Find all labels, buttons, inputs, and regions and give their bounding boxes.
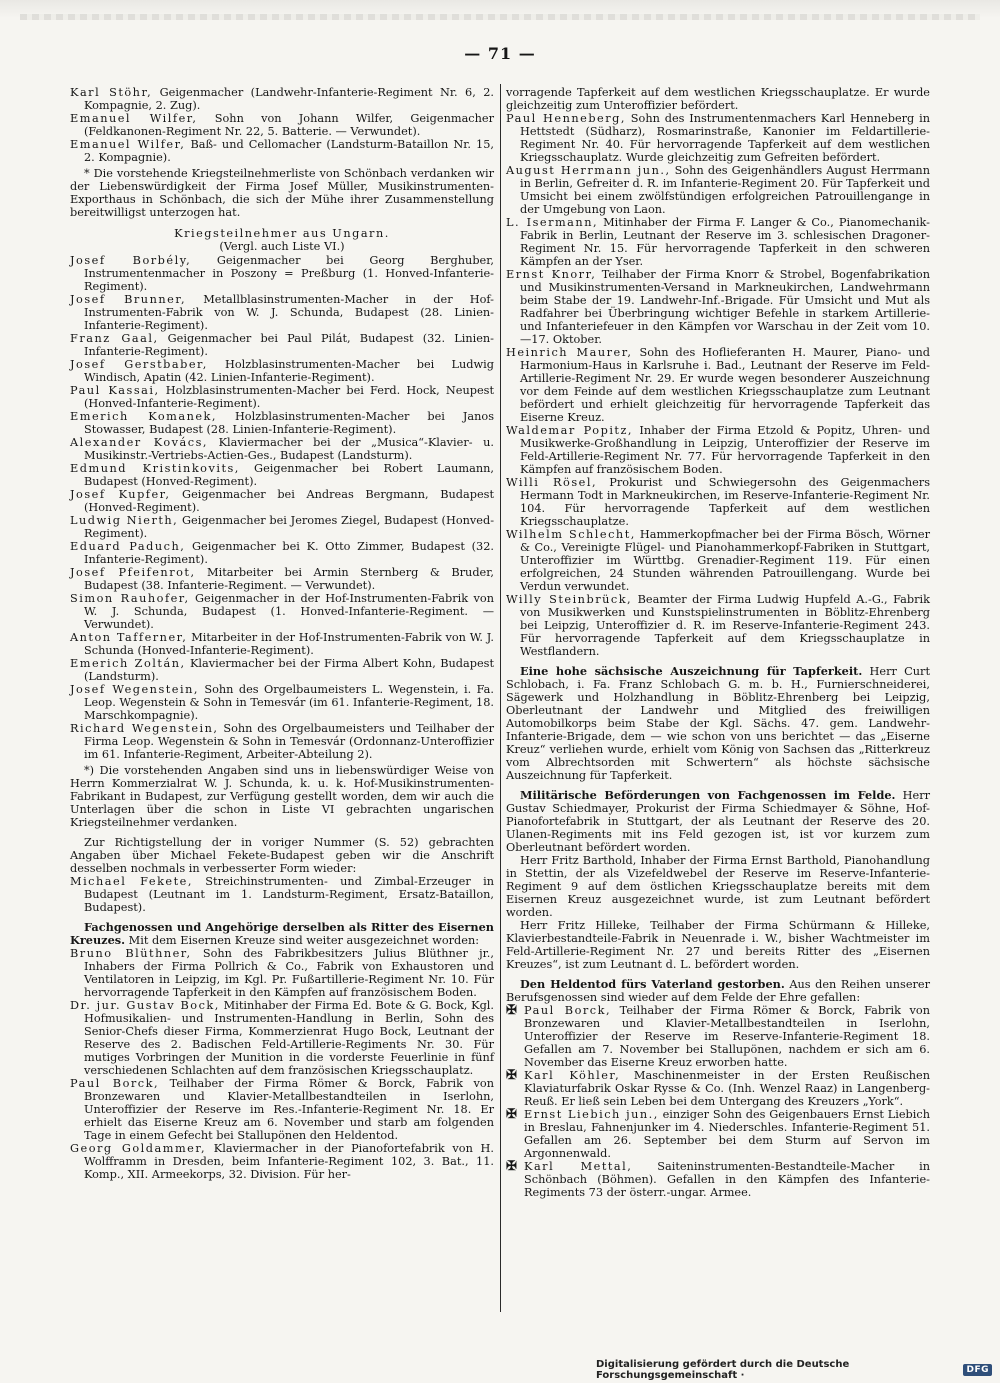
entry-text: Prokurist und Schwiegersohn des Geigenmachers Hermann Todt in Markneukirchen, im Reserve-Infanterie-Regiment Nr. 104. Für hervorragende Tapferkeit auf dem westlichen Kriegsschauplatze. xyxy=(520,476,931,528)
list-entry xyxy=(70,488,494,514)
obituary-entry xyxy=(506,1160,930,1199)
entry-name: Ernst Knorr, xyxy=(506,268,597,281)
article-text: Herr Fritz Hilleke, Teilhaber der Firma Schürmann & Hilleke, Klavierbestandteile-Fabrik in Neuenrade i. W., bisher Wachtmeister im Feld-Artillerie-Regiment Nr. 27 und bereits Ritter des „Eisernen Kreuzes“, ist zum Leutnant d. L. befördert worden. xyxy=(506,919,930,971)
entry-text: Sohn des Geigenhändlers August Herrmann in Berlin, Gefreiter d. R. im Infanterie-Regiment 20. Für Tapferkeit und Umsicht bei einem zwölfstündigen erfolgreichen Patrouillengange in der Umgebung von Laon. xyxy=(520,164,930,216)
right-column xyxy=(506,86,930,1199)
iron-cross-icon: ✠ xyxy=(506,1003,517,1018)
list-entry xyxy=(70,462,494,488)
list-entry xyxy=(70,683,494,722)
list-entry xyxy=(70,86,494,112)
entry-text: Holzblasinstrumenten-Macher bei Janos Stowasser, Budapest (28. Linien-Infanterie-Regiment). xyxy=(84,410,494,436)
obituary-entry xyxy=(506,1108,930,1160)
list-entry xyxy=(70,514,494,540)
entry-name: Paul Borck, xyxy=(70,1077,160,1090)
entry-name: Emanuel Wilfer, xyxy=(70,112,198,125)
entry-text: Klaviermacher in der Pianofortefabrik von H. Wolfframm in Dresden, beim Infanterie-Regiment 102, 3. Bat., 11. Komp., XII. Armeekorps, 32. Division. Für her- xyxy=(84,1142,494,1181)
entry-text: einziger Sohn des Geigenbauers Ernst Liebich in Breslau, Fahnenjunker im 4. Niederschles. Infanterie-Regiment 51. Gefallen am 26. September bei dem Sturm auf Servon im Argonnenwald. xyxy=(524,1108,930,1160)
footnote xyxy=(70,167,494,219)
article-text: Herr Gustav Schiedmayer, Prokurist der Firma Schiedmayer & Söhne, Hof-Pianofortefabrik in Stuttgart, der als Leutnant der Reserve des 20. Ulanen-Regiments mit ins Feld gezogen ist, ist vor kurzem zum Oberleutnant befördert worden. xyxy=(506,789,930,854)
entry-text: Geigenmacher bei Robert Laumann, Budapest (Honved-Regiment). xyxy=(84,462,494,488)
entry-text: Maschinenmeister in der Ersten Reußischen Klaviaturfabrik Oskar Rysse & Co. (Inh. Wenzel Raaz) in Langenberg-Reuß. Er ließ sein Leben bei dem Untergang des Kreuzers „York“. xyxy=(524,1069,930,1108)
iron-cross-icon: ✠ xyxy=(506,1107,517,1122)
entry-text: Geigenmacher bei Georg Berghuber, Instrumentenmacher in Poszony = Preßburg (1. Honved-Infanterie-Regiment). xyxy=(84,254,494,293)
entry-name: Josef Borbély, xyxy=(70,254,192,267)
entry-text: Geigenmacher in der Hof-Instrumenten-Fabrik von W. J. Schunda, Budapest (1. Honved-Infanterie-Regiment. — Verwundet). xyxy=(84,592,494,631)
article-paragraph xyxy=(506,919,930,971)
entry-text: Teilhaber der Firma Römer & Borck, Fabrik von Bronzewaren und Klavier-Metallbestandteilen in Iserlohn, Unteroffizier der Reserve im Reserve-Infanterie-Regiment 18. Gefallen am 7. November bei Stallupönen, nachdem er sich am 6. November das Eiserne Kreuz erworben hatte. xyxy=(524,1004,931,1069)
entry-name: Ernst Liebich jun., xyxy=(524,1108,659,1121)
entry-name: Dr. jur. Gustav Bock, xyxy=(70,999,220,1012)
entry-name: Waldemar Popitz, xyxy=(506,424,634,437)
correction-text: Zur Richtigstellung der in voriger Nummer (S. 52) gebrachten Angaben über Michael Fekete-Budapest geben wir die Anschrift desselben nochmals in verbesserter Form wieder: xyxy=(70,836,494,875)
list-entry xyxy=(70,722,494,761)
entry-text: Sohn des Hoflieferanten H. Maurer, Piano- und Harmonium-Haus in Karlsruhe i. Bad., Leutnant der Reserve im Feld-Artillerie-Regiment Nr. 29. Er wurde wegen besonderer Auszeichnung vor dem Feinde auf dem westlichen Kriegsschauplatze zum Leutnant befördert und erhielt gleichzeitig für hervorragende Tapferkeit das Eiserne Kreuz. xyxy=(520,346,930,424)
entry-text: Klaviermacher bei der „Musica“-Klavier- u. Musikinstr.-Vertriebs-Actien-Ges., Budapest (Landsturm). xyxy=(84,436,494,462)
list-entry xyxy=(70,947,494,999)
list-entry xyxy=(70,254,494,293)
entry-text: Klaviermacher bei der Firma Albert Kohn, Budapest (Landsturm). xyxy=(84,657,494,683)
continued-text xyxy=(506,86,930,112)
entry-text: Hammerkopfmacher bei der Firma Bösch, Wörner & Co., Vereinigte Flügel- und Pianohammerkopf-Fabriken in Stuttgart, Unteroffizier im Württbg. Grenadier-Regiment 119. Für einen erfolgreichen, 24 Stunden währenden Patrouillengang. Wurde bei Verdun verwundet. xyxy=(520,528,930,593)
entry-text: Geigenmacher bei Jeromes Ziegel, Budapest (Honved-Regiment). xyxy=(84,514,495,540)
entry-name: Anton Tafferner, xyxy=(70,631,188,644)
entry-name: Ludwig Nierth, xyxy=(70,514,179,527)
entry-text: Mitinhaber der Firma Ed. Bote & G. Bock, Kgl. Hofmusikalien- und Instrumenten-Handlung in Berlin, Sohn des Senior-Chefs dieser Firma, Kommerzienrat Hugo Bock, Leutnant der Reserve des 2. Badischen Feld-Artillerie-Regiments Nr. 30. Für mutiges Vorbringen der Munition in die vorderste Feuerlinie in fünf verschiedenen Schlachten auf dem französischen Kriegsschauplatz. xyxy=(84,999,495,1077)
list-entry xyxy=(70,138,494,164)
list-entry xyxy=(70,112,494,138)
list-entry xyxy=(70,631,494,657)
obituary-entry xyxy=(506,1004,930,1069)
footnote-text: *) Die vorstehenden Angaben sind uns in liebenswürdiger Weise von Herrn Kommerzialrat W. J. Schunda, k. u. k. Hof-Musikinstrumenten-Fabrikant in Budapest, zur Verfügung gestellt worden, dem wir auch die Unterlagen über die schon in Liste VI gebrachten ungarischen Kriegsteilnehmer verdanken. xyxy=(70,764,494,829)
list-entry xyxy=(70,332,494,358)
article-paragraph xyxy=(506,854,930,919)
scan-artifact xyxy=(20,14,980,20)
entry-text: Geigenmacher (Landwehr-Infanterie-Regiment Nr. 6, 2. Kompagnie, 2. Zug). xyxy=(84,86,494,112)
column-divider xyxy=(500,84,501,1312)
entry-text: Baß- und Cellomacher (Landsturm-Bataillon Nr. 15, 2. Kompagnie). xyxy=(84,138,494,164)
entry-name: Josef Brunner, xyxy=(70,293,187,306)
section-heading-text: Kriegsteilnehmer aus Ungarn. xyxy=(174,227,390,240)
entry-name: L. Isermann, xyxy=(506,216,599,229)
list-entry xyxy=(70,999,494,1077)
entry-name: Paul Henneberg, xyxy=(506,112,626,125)
list-entry xyxy=(70,875,494,914)
entry-name: Willy Steinbrück, xyxy=(506,593,633,606)
entry-name: Josef Wegenstein, xyxy=(70,683,199,696)
entry-text: Sohn des Fabrikbesitzers Julius Blüthner jr., Inhabers der Firma Pollrich & Co., Fabrik von Exhaustoren und Ventilatoren in Leipzig, im Kgl. Pr. Fußartillerie-Regiment Nr. 10. Für hervorragende Tapferkeit in den Kämpfen auf französischem Boden. xyxy=(84,947,494,999)
list-entry xyxy=(506,528,930,593)
footer-text: Digitalisierung gefördert durch die Deutsche Forschungsgemeinschaft · xyxy=(596,1358,850,1381)
list-entry xyxy=(506,346,930,424)
entry-text: Sohn von Johann Wilfer, Geigenmacher (Feldkanonen-Regiment Nr. 22, 5. Batterie. — Verwundet). xyxy=(84,112,494,138)
list-entry xyxy=(70,436,494,462)
iron-cross-icon: ✠ xyxy=(506,1068,517,1083)
list-entry xyxy=(70,540,494,566)
entry-name: Emanuel Wilfer, xyxy=(70,138,186,151)
entry-name: Eduard Paduch, xyxy=(70,540,186,553)
entry-name: Richard Wegenstein, xyxy=(70,722,219,735)
article-text: Herr Curt Schlobach, i. Fa. Franz Schlobach G. m. b. H., Furnierschneiderei, Sägewerk und Holzhandlung in Böblitz-Ehrenberg bei Leipzig, Oberleutnant der Landwehr und Mitglied des freiwilligen Automobilkorps beim Stabe der Kgl. Sächs. 47. gem. Landwehr-Infanterie-Brigade, dem — wie schon von uns berichtet — das „Eiserne Kreuz“ verliehen wurde, erhielt vom König von Sachsen das „Ritterkreuz vom Albrechtsorden mit Schwertern“ als höchste sächsische Auszeichnung für Tapferkeit. xyxy=(506,665,930,782)
article-paragraph xyxy=(506,789,930,854)
section-subheading-text: (Vergl. auch Liste VI.) xyxy=(219,240,345,253)
correction-note xyxy=(70,836,494,875)
entry-text: Teilhaber der Firma Knorr & Strobel, Bogenfabrikation und Musikinstrumenten-Versand in Markneukirchen, Landwehrmann beim Stabe der 19. Landwehr-Inf.-Brigade. Für Umsicht und Mut als Radfahrer bei Überbringung wichtiger Befehle in starkem Artillerie- und Infanteriefeuer in den Kämpfen vor Warschau in der Zeit vom 10.—17. Oktober. xyxy=(520,268,930,346)
entry-name: Wilhelm Schlecht, xyxy=(506,528,636,541)
list-entry xyxy=(506,593,930,658)
article-title: Fachgenossen und Angehörige derselben als Ritter des Eisernen Kreuzes. xyxy=(70,920,494,947)
entry-text: Geigenmacher bei K. Otto Zimmer, Budapest (32. Infanterie-Regiment). xyxy=(84,540,494,566)
footnote-text: * Die vorstehende Kriegsteilnehmerliste von Schönbach verdanken wir der Liebenswürdigkeit der Firma Josef Müller, Musikinstrumenten-Exporthaus in Schönbach, die sich der Mühe ihrer Zusammenstellung bereitwilligst unterzogen hat. xyxy=(70,167,494,219)
entry-text: Mitarbeiter bei Armin Sternberg & Bruder, Budapest (38. Infanterie-Regiment. — Verwundet). xyxy=(84,566,494,592)
list-entry xyxy=(506,164,930,216)
page-number: — 71 — xyxy=(464,44,536,63)
entry-name: Michael Fekete, xyxy=(70,875,193,888)
entry-name: Georg Goldammer, xyxy=(70,1142,207,1155)
article-title: Militärische Beförderungen von Fachgenossen im Felde. xyxy=(520,788,896,802)
entry-name: Paul Kassai, xyxy=(70,384,160,397)
article-text: Mit dem Eisernen Kreuze sind weiter ausgezeichnet worden: xyxy=(125,934,480,947)
entry-name: Emerich Komanek, xyxy=(70,410,217,423)
entry-name: Alexander Kovács, xyxy=(70,436,208,449)
entry-text: Teilhaber der Firma Römer & Borck, Fabrik von Bronzewaren und Klavier-Metallbestandteilen in Iserlohn, Unteroffizier der Reserve im Res.-Infanterie-Regiment Nr. 18. Er erhielt das Eiserne Kreuz am 6. November und starb am folgenden Tage in einem Gefecht bei Stallupönen den Heldentod. xyxy=(84,1077,495,1142)
list-entry xyxy=(506,112,930,164)
list-entry xyxy=(70,657,494,683)
dfg-logo: DFG xyxy=(963,1364,992,1376)
entry-text: Holzblasinstrumenten-Macher bei Ferd. Hock, Neupest (Honved-Infanterie-Regiment). xyxy=(84,384,494,410)
entry-name: Willi Rösel, xyxy=(506,476,598,489)
entry-text: Metallblasinstrumenten-Macher in der Hof-Instrumenten-Fabrik von W. J. Schunda, Budapest (28. Linien-Infanterie-Regiment). xyxy=(84,293,494,332)
footer-credit xyxy=(596,1358,992,1381)
continued-text-body: vorragende Tapferkeit auf dem westlichen Kriegsschauplatze. Er wurde gleichzeitig zum Unteroffizier befördert. xyxy=(506,86,930,112)
article-paragraph xyxy=(70,921,494,947)
list-entry xyxy=(506,424,930,476)
article-paragraph xyxy=(506,978,930,1004)
entry-text: Mitarbeiter in der Hof-Instrumenten-Fabrik von W. J. Schunda (Honved-Infanterie-Regiment). xyxy=(84,631,494,657)
entry-text: Inhaber der Firma Etzold & Popitz, Uhren- und Musikwerke-Großhandlung in Leipzig, Unteroffizier der Reserve im Feld-Artillerie-Regiment Nr. 77. Für hervorragende Tapferkeit in den Kämpfen auf französischem Boden. xyxy=(520,424,930,476)
entry-name: Josef Kupfer, xyxy=(70,488,171,501)
obituary-entry xyxy=(506,1069,930,1108)
iron-cross-icon: ✠ xyxy=(506,1159,517,1174)
entry-text: Geigenmacher bei Paul Pilát, Budapest (32. Linien-Infanterie-Regiment). xyxy=(84,332,494,358)
entry-name: Paul Borck, xyxy=(524,1004,612,1017)
entry-name: Franz Gaal, xyxy=(70,332,159,345)
entry-text: Beamter der Firma Ludwig Hupfeld A.-G., Fabrik von Musikwerken und Kunstspielinstrumenten in Böblitz-Ehrenberg bei Leipzig, Unteroffizier d. R. im Reserve-Infanterie-Regiment 243. Für hervorragende Tapferkeit auf dem Kriegsschauplatze in Westflandern. xyxy=(520,593,930,658)
entry-name: August Herrmann jun., xyxy=(506,164,671,177)
entry-name: Bruno Blüthner, xyxy=(70,947,192,960)
entry-text: Streichinstrumenten- und Zimbal-Erzeuger in Budapest (Leutnant im 1. Landsturm-Regiment, Ersatz-Bataillon, Budapest). xyxy=(84,875,494,914)
list-entry xyxy=(506,216,930,268)
article-paragraph xyxy=(506,665,930,782)
list-entry xyxy=(70,293,494,332)
left-column xyxy=(70,86,494,1181)
list-entry xyxy=(70,384,494,410)
section-subheading xyxy=(70,240,494,253)
list-entry xyxy=(70,410,494,436)
article-text: Aus den Reihen unserer Berufsgenossen sind wieder auf dem Felde der Ehre gefallen: xyxy=(506,978,930,1004)
footnote xyxy=(70,764,494,829)
entry-name: Karl Köhler, xyxy=(524,1069,621,1082)
entry-name: Edmund Kristinkovits, xyxy=(70,462,240,475)
entry-name: Emerich Zoltán, xyxy=(70,657,186,670)
list-entry xyxy=(70,566,494,592)
entry-name: Karl Stöhr, xyxy=(70,86,153,99)
entry-name: Josef Pfeifenrot, xyxy=(70,566,196,579)
entry-name: Karl Mettal, xyxy=(524,1160,633,1173)
article-text: Herr Fritz Barthold, Inhaber der Firma Ernst Barthold, Pianohandlung in Stettin, der als Vizefeldwebel der Reserve im Reserve-Infanterie-Regiment 9 auf dem östlichen Kriegsschauplatze bereits mit dem Eisernen Kreuz ausgezeichnet wurde, ist zum Leutnant befördert worden. xyxy=(506,854,930,919)
entry-text: Sohn des Orgelbaumeisters L. Wegenstein, i. Fa. Leop. Wegenstein & Sohn in Temesvár (im 61. Infanterie-Regiment, 18. Marschkompagnie). xyxy=(84,683,495,722)
entry-name: Josef Gerstbaber, xyxy=(70,358,208,371)
entry-name: Heinrich Maurer, xyxy=(506,346,633,359)
list-entry xyxy=(70,1142,494,1181)
entry-text: Mitinhaber der Firma F. Langer & Co., Pianomechanik-Fabrik in Berlin, Leutnant der Reserve im 3. schlesischen Dragoner-Regiment Nr. 15. Für hervorragende Tapferkeit in den schweren Kämpfen an der Yser. xyxy=(520,216,930,268)
entry-text: Holzblasinstrumenten-Macher bei Ludwig Windisch, Apatin (42. Linien-Infanterie-Regiment). xyxy=(84,358,494,384)
section-heading xyxy=(70,227,494,240)
list-entry xyxy=(70,1077,494,1142)
entry-text: Sohn des Instrumentenmachers Karl Henneberg in Hettstedt (Südharz), Rosmarinstraße, Kanonier im Feldartillerie-Regiment Nr. 40. Für hervorragende Tapferkeit auf dem westlichen Kriegsschauplatz. Wurde gleichzeitig zum Gefreiten befördert. xyxy=(520,112,930,164)
list-entry xyxy=(506,476,930,528)
list-entry xyxy=(506,268,930,346)
entry-text: Sohn des Orgelbaumeisters und Teilhaber der Firma Leop. Wegenstein & Sohn in Temesvár (Ordonnanz-Unteroffizier im 61. Infanterie-Regiment, Arbeiter-Abteilung 2). xyxy=(84,722,495,761)
list-entry xyxy=(70,358,494,384)
entry-text: Geigenmacher bei Andreas Bergmann, Budapest (Honved-Regiment). xyxy=(84,488,494,514)
entry-name: Simon Rauhofer, xyxy=(70,592,190,605)
entry-text: Saiteninstrumenten-Bestandteile-Macher in Schönbach (Böhmen). Gefallen in den Kämpfen des Infanterie-Regiments 73 der österr.-ungar. Armee. xyxy=(524,1160,930,1199)
list-entry xyxy=(70,592,494,631)
article-title: Eine hohe sächsische Auszeichnung für Tapferkeit. xyxy=(520,664,863,678)
article-title: Den Heldentod fürs Vaterland gestorben. xyxy=(520,977,785,991)
